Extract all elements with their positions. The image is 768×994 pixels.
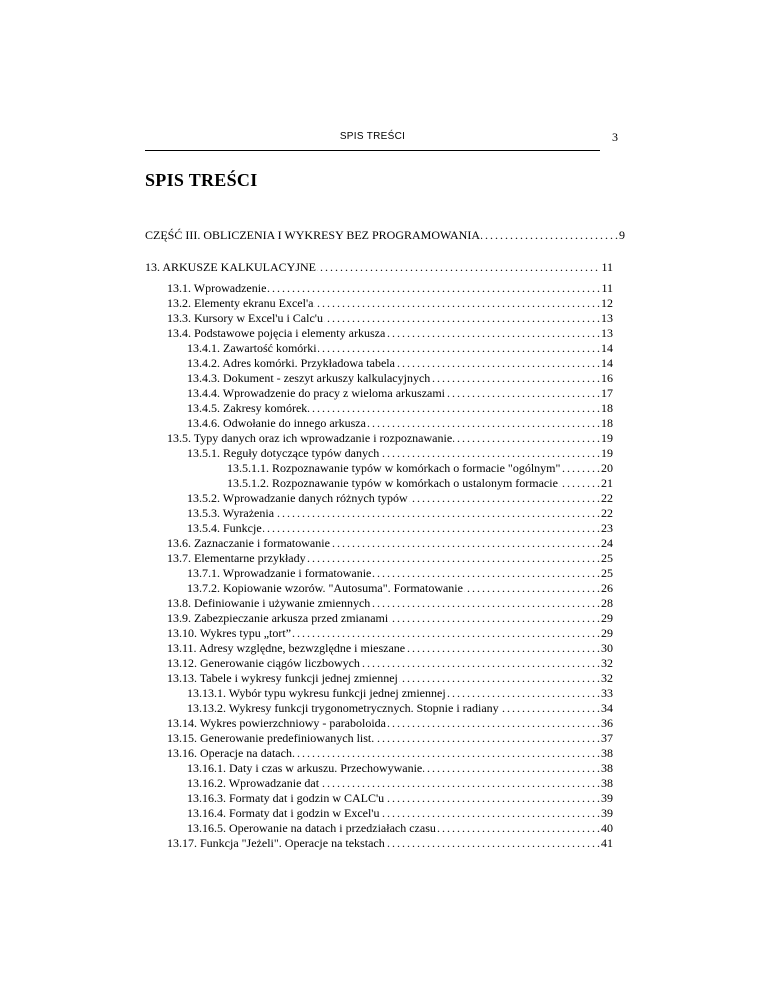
toc-entry-page: 37 [601, 731, 613, 745]
toc-entry-page: 9 [619, 228, 625, 242]
toc-entry[interactable] [187, 401, 613, 416]
toc-entry[interactable] [167, 326, 613, 341]
toc-entry-page: 22 [601, 491, 613, 505]
toc-entry[interactable] [187, 386, 613, 401]
toc-entry-page: 12 [601, 296, 613, 310]
toc-entry[interactable] [227, 476, 613, 491]
toc-entry-title: 13.16.1. Daty i czas w arkuszu. Przechowywanie [187, 761, 423, 775]
toc-entry-title: 13.5.4. Funkcje [187, 521, 262, 535]
toc-entry[interactable] [187, 761, 613, 776]
toc-entry[interactable] [187, 821, 613, 836]
toc-entry-title: 13.11. Adresy względne, bezwzględne i mieszane [167, 641, 406, 655]
toc-entry-page: 25 [601, 551, 613, 565]
toc-entry-title: 13.3. Kursory w Excel'u i Calc'u [167, 311, 323, 325]
toc-entry-page: 21 [601, 476, 613, 490]
toc-entry-title: 13.15. Generowanie predefiniowanych list. [167, 731, 375, 745]
toc-entry[interactable] [187, 521, 613, 536]
toc-entry-page: 24 [601, 536, 613, 550]
toc-entry[interactable] [227, 461, 613, 476]
toc-entry-title: 13.4.3. Dokument - zeszyt arkuszy kalkulacyjnych [187, 371, 431, 385]
toc-entry-title: 13.13.1. Wybór typu wykresu funkcji jednej zmiennej [187, 686, 446, 700]
toc-entry-title: 13.5.1.2. Rozpoznawanie typów w komórkach o ustalonym formacie [227, 476, 558, 490]
toc-entry-title: 13.9. Zabezpieczanie arkusza przed zmianami [167, 611, 389, 625]
toc-entry-page: 28 [601, 596, 613, 610]
toc-entry[interactable] [187, 446, 613, 461]
running-title: SPIS TREŚCI [339, 131, 406, 142]
toc-entry-title: 13. ARKUSZE KALKULACYJNE [145, 260, 316, 274]
toc-entry[interactable] [167, 626, 613, 641]
toc-entry-title: 13.8. Definiowanie i używanie zmiennych [167, 596, 371, 610]
toc-entry[interactable] [187, 791, 613, 806]
toc-entry-title: 13.4.1. Zawartość komórki [187, 341, 317, 355]
toc-entry-title: 13.7.1. Wprowadzanie i formatowanie [187, 566, 372, 580]
toc-entry-title: 13.7.2. Kopiowanie wzorów. "Autosuma". Formatowanie [187, 581, 463, 595]
toc-entry-page: 40 [601, 821, 613, 835]
toc-entry-page: 16 [601, 371, 613, 385]
toc-entry[interactable] [187, 416, 613, 431]
toc-entry-page: 39 [601, 791, 613, 805]
toc-entry[interactable] [167, 836, 613, 851]
toc-entry-title: 13.4.5. Zakresy komórek [187, 401, 308, 415]
toc-entry-page: 25 [601, 566, 613, 580]
toc-entry-page: 19 [601, 431, 613, 445]
toc-entry-page: 13 [601, 326, 613, 340]
toc-entry-page: 26 [601, 581, 613, 595]
toc-entry[interactable] [145, 260, 613, 275]
toc-entry-page: 18 [601, 416, 613, 430]
toc-entry-title: 13.16.3. Formaty dat i godzin w CALC'u [187, 791, 385, 805]
toc-entry-page: 30 [601, 641, 613, 655]
toc-entry-title: 13.16.5. Operowanie na datach i przedziałach czasu [187, 821, 436, 835]
toc-entry[interactable] [167, 731, 613, 746]
toc-entry-page: 38 [601, 746, 613, 760]
toc-entry-page: 13 [601, 311, 613, 325]
toc-entry-page: 18 [601, 401, 613, 415]
toc-entry-title: 13.4.6. Odwołanie do innego arkusza [187, 416, 366, 430]
toc-entry[interactable] [187, 506, 613, 521]
toc-entry-title: 13.17. Funkcja "Jeżeli". Operacje na tekstach [167, 836, 385, 850]
toc-entry[interactable] [167, 611, 613, 626]
toc-entry[interactable] [187, 341, 613, 356]
running-header [145, 130, 600, 151]
toc-entry-page: 22 [601, 506, 613, 520]
toc-entry-title: 13.5. Typy danych oraz ich wprowadzanie i rozpoznawanie [167, 431, 453, 445]
toc-entry[interactable] [167, 281, 613, 296]
toc-entry-page: 11 [601, 260, 613, 274]
toc-entry-title: 13.5.1. Reguły dotyczące typów danych [187, 446, 380, 460]
toc-entry-page: 38 [601, 776, 613, 790]
toc-entry-page: 39 [601, 806, 613, 820]
toc-entry[interactable] [187, 701, 613, 716]
toc-entry[interactable] [167, 296, 613, 311]
toc-entry[interactable] [167, 671, 613, 686]
toc-entry-title: 13.12. Generowanie ciągów liczbowych [167, 656, 360, 670]
toc-entry-page: 17 [601, 386, 613, 400]
toc-entry[interactable] [187, 686, 613, 701]
toc-entry[interactable] [167, 641, 613, 656]
page-number: 3 [612, 130, 618, 144]
toc-entry[interactable] [167, 716, 613, 731]
toc-entry-title: 13.16.4. Formaty dat i godzin w Excel'u [187, 806, 380, 820]
toc-entry[interactable] [187, 806, 613, 821]
toc-entry[interactable] [167, 746, 613, 761]
toc-entry[interactable] [187, 776, 613, 791]
toc-entry-title: 13.16. Operacje na datach. [167, 746, 295, 760]
toc-entry[interactable] [187, 356, 613, 371]
toc-entry[interactable] [187, 581, 613, 596]
toc-entry-title: 13.1. Wprowadzenie [167, 281, 267, 295]
toc-entry-title: 13.14. Wykres powierzchniowy - paraboloida [167, 716, 386, 730]
toc-entry[interactable] [167, 551, 613, 566]
toc-entry-title: 13.6. Zaznaczanie i formatowanie [167, 536, 330, 550]
toc-entry[interactable] [187, 566, 613, 581]
toc-entry-page: 33 [601, 686, 613, 700]
toc-entry-page: 20 [601, 461, 613, 475]
toc-entry-title: 13.13. Tabele i wykresy funkcji jednej zmiennej [167, 671, 398, 685]
toc-entry-page: 14 [601, 356, 613, 370]
toc-entry[interactable] [167, 656, 613, 671]
toc-entry[interactable] [167, 431, 613, 446]
toc-entry-page: 19 [601, 446, 613, 460]
toc-entry-title: 13.2. Elementy ekranu Excel'a [167, 296, 314, 310]
toc-entry-page: 36 [601, 716, 613, 730]
page-title: SPIS TREŚCI [145, 170, 258, 190]
toc-entry-title: 13.4.2. Adres komórki. Przykładowa tabela [187, 356, 395, 370]
toc-entry-title: 13.5.3. Wyrażenia [187, 506, 275, 520]
toc-entry-page: 38 [601, 761, 613, 775]
toc-entry-page: 23 [601, 521, 613, 535]
toc-entry-page: 14 [601, 341, 613, 355]
toc-entry-page: 11 [601, 281, 613, 295]
toc-entry-title: 13.7. Elementarne przykłady [167, 551, 306, 565]
toc-entry-title: CZĘŚĆ III. OBLICZENIA I WYKRESY BEZ PROGRAMOWANIA [145, 228, 480, 242]
toc-entry-title: 13.5.2. Wprowadzanie danych różnych typów [187, 491, 408, 505]
toc-entry-title: 13.13.2. Wykresy funkcji trygonometrycznych. Stopnie i radiany [187, 701, 499, 715]
toc-entry-page: 32 [601, 656, 613, 670]
toc-entry[interactable] [187, 491, 613, 506]
toc-entry-page: 29 [601, 611, 613, 625]
toc-entry-title: 13.16.2. Wprowadzanie dat [187, 776, 320, 790]
toc-entry[interactable] [167, 311, 613, 326]
toc-entry[interactable] [167, 596, 613, 611]
toc-entry-page: 32 [601, 671, 613, 685]
toc-entry-title: 13.10. Wykres typu „tort” [167, 626, 292, 640]
toc-entry-page: 34 [601, 701, 613, 715]
toc-entry[interactable] [187, 371, 613, 386]
toc-entry[interactable] [145, 228, 625, 243]
toc-entry-title: 13.4. Podstawowe pojęcia i elementy arkusza [167, 326, 386, 340]
toc-entry-page: 41 [601, 836, 613, 850]
toc-entry-title: 13.4.4. Wprowadzenie do pracy z wieloma arkuszami [187, 386, 446, 400]
toc-entry-page: 29 [601, 626, 613, 640]
toc-entry-title: 13.5.1.1. Rozpoznawanie typów w komórkach o formacie "ogólnym" [227, 461, 561, 475]
toc-entry[interactable] [167, 536, 613, 551]
